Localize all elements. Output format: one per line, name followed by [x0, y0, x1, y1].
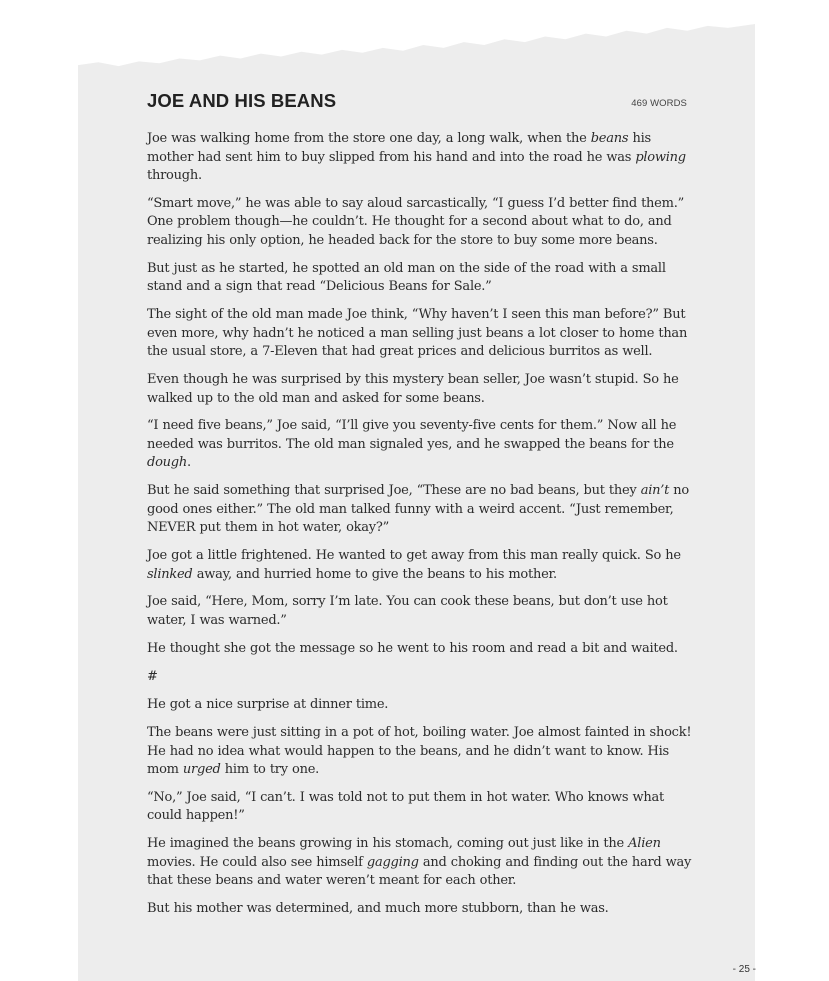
text-run: # [147, 668, 158, 684]
text-run: Joe said, “Here, Mom, sorry I’m late. You can cook these beans, but don’t use hot water, I was warned.” [147, 594, 668, 628]
text-run: Joe got a little frightened. He wanted to get away from this man really quick. So he [147, 547, 681, 563]
italic-text: Alien [628, 836, 661, 852]
story-paragraph [147, 696, 695, 715]
text-run: But he said something that surprised Joe, “These are no bad beans, but they [147, 483, 641, 499]
story-body [147, 130, 695, 928]
story-paragraph [147, 547, 695, 584]
text-run: But just as he started, he spotted an old man on the side of the road with a small stand and a sign that read “Delicious Beans for Sale.” [147, 260, 666, 295]
text-run: movies. He could also see himself [147, 854, 367, 870]
story-title: JOE AND HIS BEANS [147, 90, 337, 111]
text-run: “I need five beans,” Joe said, “I’ll give you seventy-five cents for them.” Now all he needed was burritos. The old man signaled yes, and he swapped the beans for the [147, 418, 677, 452]
page-number: - 25 - [732, 964, 756, 975]
text-run: He thought she got the message so he went to his room and read a bit and waited. [147, 640, 678, 656]
word-count: 469 WORDS [631, 98, 687, 109]
text-run: The sight of the old man made Joe think, “Why haven’t I seen this man before?” But even more, why hadn’t he noticed a man selling just beans a lot closer to home than the usual store, a 7-Eleven that had great prices and delicious burritos as well. [147, 307, 688, 360]
text-run: “Smart move,” he was able to say aloud sarcastically, “I guess I’d better find them.” One problem though—he couldn’t. He thought for a second about what to do, and realizing his only option, he headed back for the store to buy some more beans. [147, 195, 684, 249]
text-run: through. [147, 168, 202, 184]
text-run: Joe was walking home from the store one day, a long walk, when the [147, 131, 591, 146]
italic-text: urged [182, 762, 221, 778]
story-paragraph [147, 835, 695, 891]
italic-text: gagging [366, 854, 419, 870]
text-run: He imagined the beans growing in his stomach, coming out just like in the [147, 836, 629, 852]
story-paragraph [147, 789, 695, 826]
text-run: and choking and finding out the hard way that these beans and water weren’t meant for each other. [147, 854, 692, 889]
text-run: He got a nice surprise at dinner time. [147, 697, 389, 713]
story-paragraph [147, 640, 695, 659]
story-paragraph [147, 900, 695, 919]
story-paragraph [147, 482, 695, 538]
text-run: him to try one. [220, 762, 320, 778]
story-paragraph [147, 668, 695, 687]
story-paragraph [147, 724, 695, 780]
story-paragraph [147, 195, 695, 251]
story-paragraph [147, 130, 695, 186]
text-run: Even though he was surprised by this mystery bean seller, Joe wasn’t stupid. So he walked up to the old man and asked for some beans. [147, 371, 679, 406]
text-run: away, and hurried home to give the beans to his mother. [192, 566, 557, 582]
italic-text: dough [147, 455, 187, 471]
text-run: his mother had sent him to buy slipped from his hand and into the road he was [147, 131, 651, 165]
italic-text: ain’t [640, 483, 670, 499]
italic-text: beans [590, 131, 629, 146]
text-run: “No,” Joe said, “I can’t. I was told not to put them in hot water. Who knows what could happen!” [147, 789, 664, 824]
text-run: . [186, 455, 191, 471]
italic-text: plowing [635, 149, 686, 165]
text-run: But his mother was determined, and much more stubborn, than he was. [147, 901, 609, 916]
story-paragraph [147, 593, 695, 630]
story-paragraph [147, 260, 695, 297]
text-run: The beans were just sitting in a pot of hot, boiling water. Joe almost fainted in shock! He had no idea what would happen to the beans, and he didn’t want to know. His mom [147, 724, 692, 778]
text-run: no good ones either.” The old man talked funny with a weird accent. “Just remember, NEVER put them in hot water, okay?” [147, 483, 689, 536]
story-paragraph [147, 306, 695, 362]
story-paragraph [147, 417, 695, 473]
italic-text: slinked [147, 566, 193, 582]
story-paragraph [147, 371, 695, 408]
